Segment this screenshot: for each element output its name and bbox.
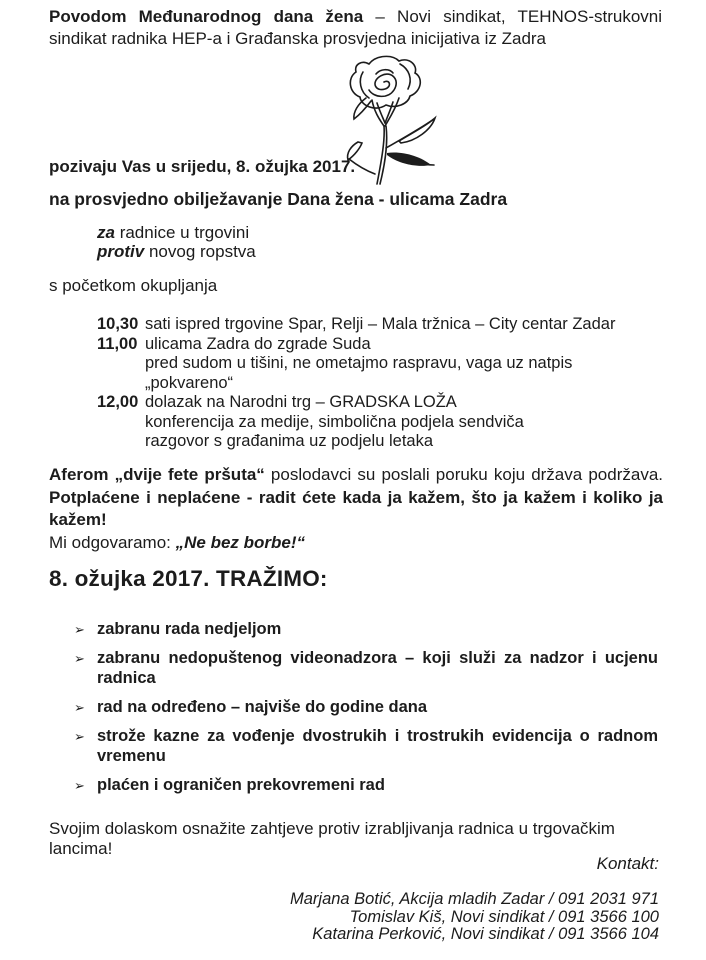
contact-label: Kontakt: [596,854,659,873]
affair-normal-text: poslodavci su poslali poruku koju država podržava. [264,465,663,484]
schedule-time: 12,00 [97,393,139,411]
demand-text: strože kazne za vođenje dvostrukih i trostrukih evidencija o radnom vremenu [97,727,658,765]
schedule-text: sati ispred trgovine Spar, Relji – Mala tržnica – City centar Zadar [145,315,616,333]
schedule-time [97,354,145,393]
invite-event-line: na prosvjedno obilježavanje Dana žena - ulicama Zadra [49,189,508,209]
organizers-text: – Novi sindikat, TEHNOS-strukovni sindikat radnika HEP-a i Građanska prosvjedna inicijativa iz Zadra [49,7,663,48]
contact-line: Tomislav Kiš, Novi sindikat / 091 3566 100 [349,907,659,926]
arrow-bullet-icon: ➢ [74,700,85,715]
schedule-text: pred sudom u tišini, ne ometajmo raspravu, vaga uz natpis „pokvareno“ [145,354,573,392]
schedule-row [97,432,663,452]
schedule-time: 11,00 [97,334,138,353]
schedule-text: konferencija za medije, simbolična podjela sendviča [145,412,524,431]
slogan-against-emphasis: protiv [97,242,145,261]
slogan-against-text: novog ropstva [144,242,256,261]
demands-heading: 8. ožujka 2017. TRAŽIMO: [49,566,328,591]
demand-item [74,648,658,688]
schedule-row [97,413,663,433]
affair-bold-quote: Potplaćene i neplaćene - radit ćete kada ja kažem, što ja kažem i koliko ja kažem! [49,487,663,529]
slogan-for-text: radnice u trgovini [114,223,250,242]
invite-date-line: pozivaju Vas u srijedu, 8. ožujka 2017. [49,157,356,176]
demand-text: rad na određeno – najviše do godine dana [97,698,428,716]
affair-bold-lead: Aferom „dvije fete pršuta“ [49,465,265,484]
arrow-bullet-icon: ➢ [74,622,85,637]
demand-item [74,726,658,766]
demand-text: plaćen i ograničen prekovremeni rad [97,776,385,794]
arrow-bullet-icon: ➢ [74,778,85,793]
gathering-label: s početkom okupljanja [49,276,218,295]
schedule-time [97,432,145,452]
slogan-for-emphasis: za [97,223,115,242]
schedule-text: ulicama Zadra do zgrade Suda [145,334,371,353]
response-line [49,533,305,553]
demand-text: zabranu rada nedjeljom [97,620,282,638]
demand-item [74,697,658,717]
slogan-against [97,242,256,261]
schedule-row [97,354,663,393]
contact-line: Marjana Botić, Akcija mladih Zadar / 091 2031 971 [289,890,659,908]
schedule-time: 10,30 [97,315,139,333]
response-quote: „Ne bez borbe!“ [175,533,306,552]
arrow-bullet-icon: ➢ [74,729,85,744]
schedule-row [97,335,663,355]
closing-call: Svojim dolaskom osnažite zahtjeve protiv izrabljivanja radnica u trgovačkim lancima! [49,819,615,858]
demand-item [74,775,658,795]
slogan-for [97,223,249,242]
affair-paragraph [49,464,663,532]
contact-line: Katarina Perković, Novi sindikat / 091 3566 104 [312,925,659,943]
organizers-paragraph [49,6,662,50]
response-prefix: Mi odgovaramo: [49,533,176,552]
schedule-row [97,393,663,413]
schedule-row [97,315,663,335]
schedule [97,315,663,452]
schedule-time [97,413,145,433]
arrow-bullet-icon: ➢ [74,651,85,666]
occasion-title: Povodom Međunarodnog dana žena [49,7,364,26]
contacts-block [290,891,659,944]
demand-text: zabranu nedopuštenog videonadzora – koji služi za nadzor i ucjenu radnica [97,649,658,687]
schedule-text: razgovor s građanima uz podjelu letaka [145,432,434,450]
demands-list [74,619,658,804]
schedule-text: dolazak na Narodni trg – GRADSKA LOŽA [145,393,457,411]
demand-item [74,619,658,639]
